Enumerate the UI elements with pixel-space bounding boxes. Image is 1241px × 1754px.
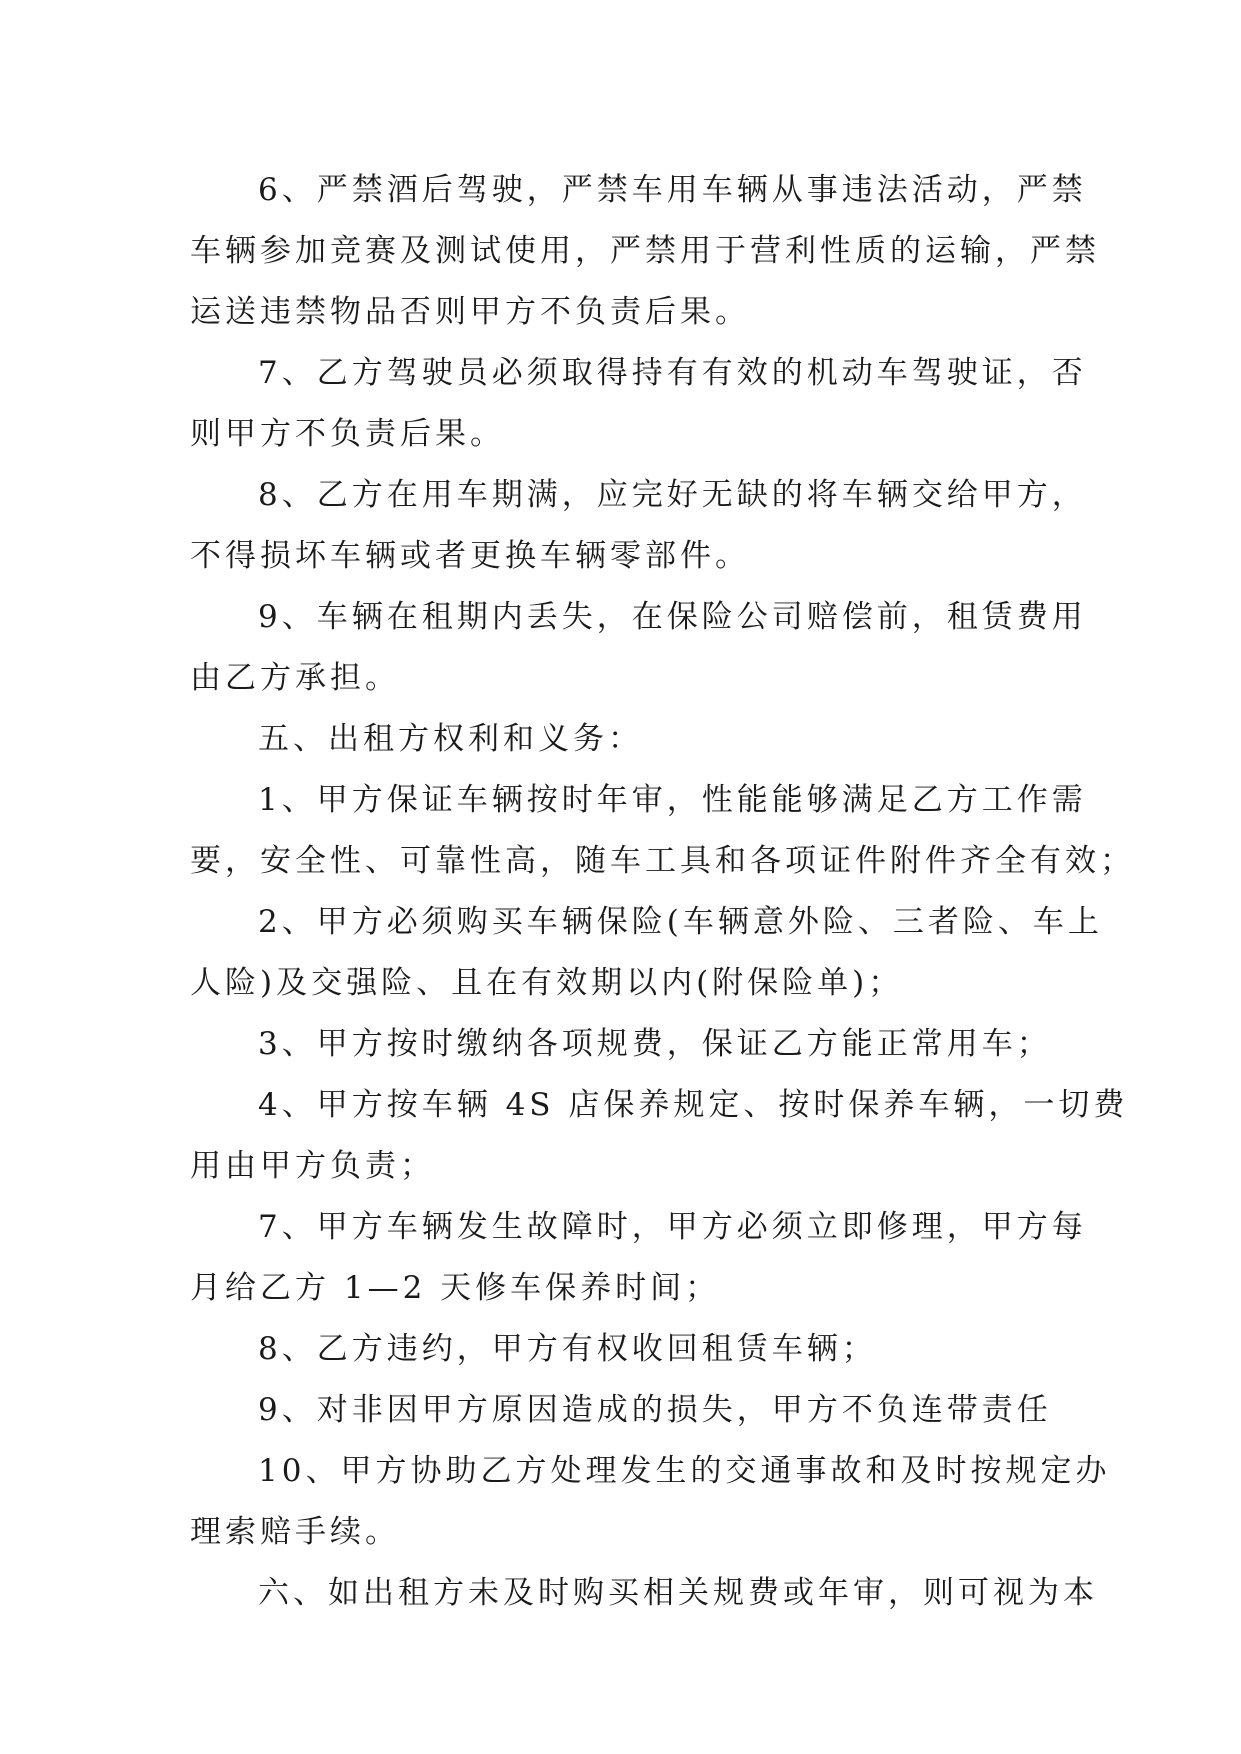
text-line: 4、甲方按车辆 4S 店保养规定、按时保养车辆，一切费: [258, 1087, 1129, 1123]
paragraph-lessor-clause-1: [190, 770, 1135, 892]
text-line: 六、如出租方未及时购买相关规费或年审，则可视为本: [258, 1575, 1098, 1611]
paragraph-clause-7: [190, 343, 1087, 465]
text-line: 7、甲方车辆发生故障时，甲方必须立即修理，甲方每: [258, 1209, 1087, 1245]
paragraph-clause-8: [190, 465, 1087, 587]
paragraph-lessor-clause-2: [190, 892, 1103, 1014]
paragraph-lessor-clause-7: [190, 1197, 1087, 1319]
document-body: [190, 160, 1135, 1624]
paragraph-lessor-clause-3: [190, 1014, 1050, 1075]
section-heading-lessor-rights: [190, 709, 1050, 770]
text-line: 车辆参加竞赛及测试使用，严禁用于营利性质的运输，严禁: [190, 233, 1100, 269]
text-line: 2、甲方必须购买车辆保险(车辆意外险、三者险、车上: [258, 904, 1103, 940]
paragraph-clause-9: [190, 587, 1087, 709]
paragraph-clause-6: [190, 160, 1100, 343]
text-line: 运送违禁物品否则甲方不负责后果。: [190, 294, 750, 330]
text-line: 9、对非因甲方原因造成的损失，甲方不负连带责任: [258, 1392, 1052, 1428]
text-line: 10、甲方协助乙方处理发生的交通事故和及时按规定办: [258, 1453, 1111, 1489]
text-line: 6、严禁酒后驾驶，严禁车用车辆从事违法活动，严禁: [258, 172, 1087, 208]
text-line: 8、乙方在用车期满，应完好无缺的将车辆交给甲方，: [258, 477, 1087, 513]
section-heading-six: [190, 1563, 1098, 1624]
text-line: 由乙方承担。: [190, 660, 400, 696]
paragraph-lessor-clause-9: [190, 1380, 1050, 1441]
text-line: 则甲方不负责后果。: [190, 416, 505, 452]
text-line: 要，安全性、可靠性高，随车工具和各项证件附件齐全有效；: [190, 843, 1135, 879]
text-line: 1、甲方保证车辆按时年审，性能能够满足乙方工作需: [258, 782, 1087, 818]
paragraph-lessor-clause-4: [190, 1075, 1129, 1197]
text-line: 五、出租方权利和义务：: [258, 721, 643, 757]
text-line: 月给乙方 1—2 天修车保养时间；: [190, 1270, 721, 1306]
text-line: 人险)及交强险、且在有效期以内(附保险单)；: [190, 965, 904, 1001]
text-line: 用由甲方负责；: [190, 1148, 435, 1184]
text-line: 3、甲方按时缴纳各项规费，保证乙方能正常用车；: [258, 1026, 1052, 1062]
text-line: 不得损坏车辆或者更换车辆零部件。: [190, 538, 750, 574]
text-line: 7、乙方驾驶员必须取得持有有效的机动车驾驶证，否: [258, 355, 1087, 391]
text-line: 9、车辆在租期内丢失，在保险公司赔偿前，租赁费用: [258, 599, 1087, 635]
text-line: 理索赔手续。: [190, 1514, 400, 1550]
text-line: 8、乙方违约，甲方有权收回租赁车辆；: [258, 1331, 877, 1367]
paragraph-lessor-clause-8: [190, 1319, 1050, 1380]
paragraph-lessor-clause-10: [190, 1441, 1111, 1563]
